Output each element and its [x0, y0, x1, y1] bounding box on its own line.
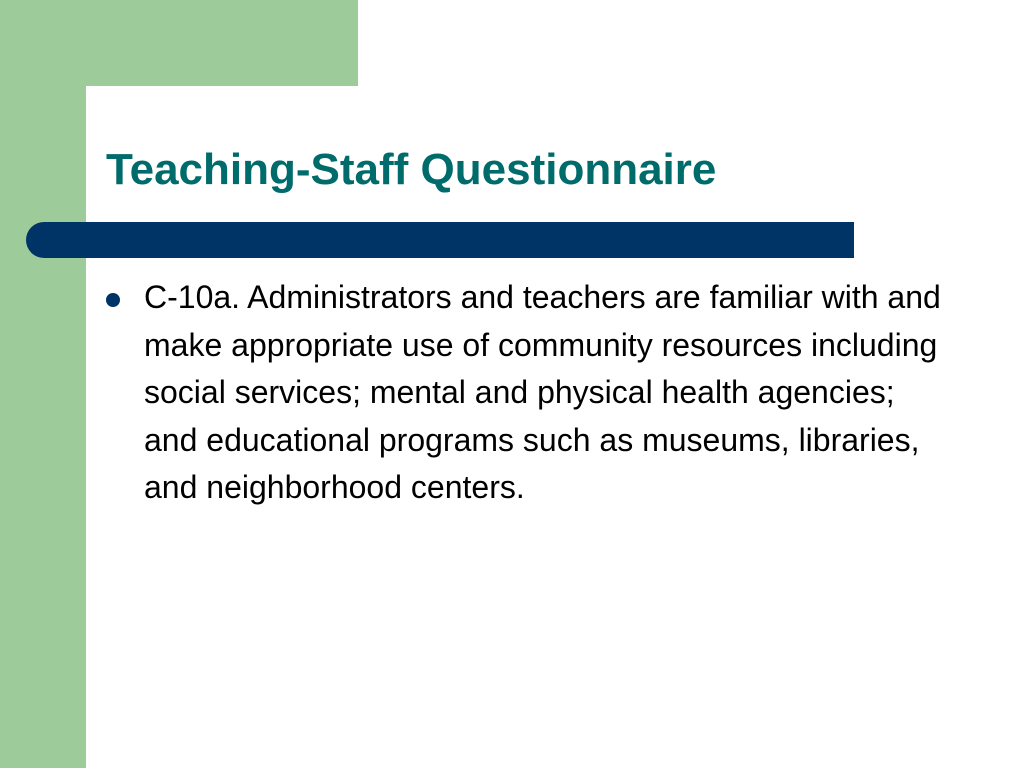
slide-title: Teaching-Staff Questionnaire [106, 145, 717, 194]
green-top-block [0, 0, 358, 86]
bullet-item [104, 274, 944, 512]
filled-circle-bullet-icon [106, 293, 120, 307]
title-divider-bar [26, 222, 854, 258]
bullet-list [104, 274, 944, 512]
bullet-text: C-10a. Administrators and teachers are familiar with and make appropriate use of community resources including social services; mental and physical health agencies; and educational programs such as museums, libraries, and neighborhood centers. [144, 279, 941, 505]
green-side-band [0, 0, 86, 768]
